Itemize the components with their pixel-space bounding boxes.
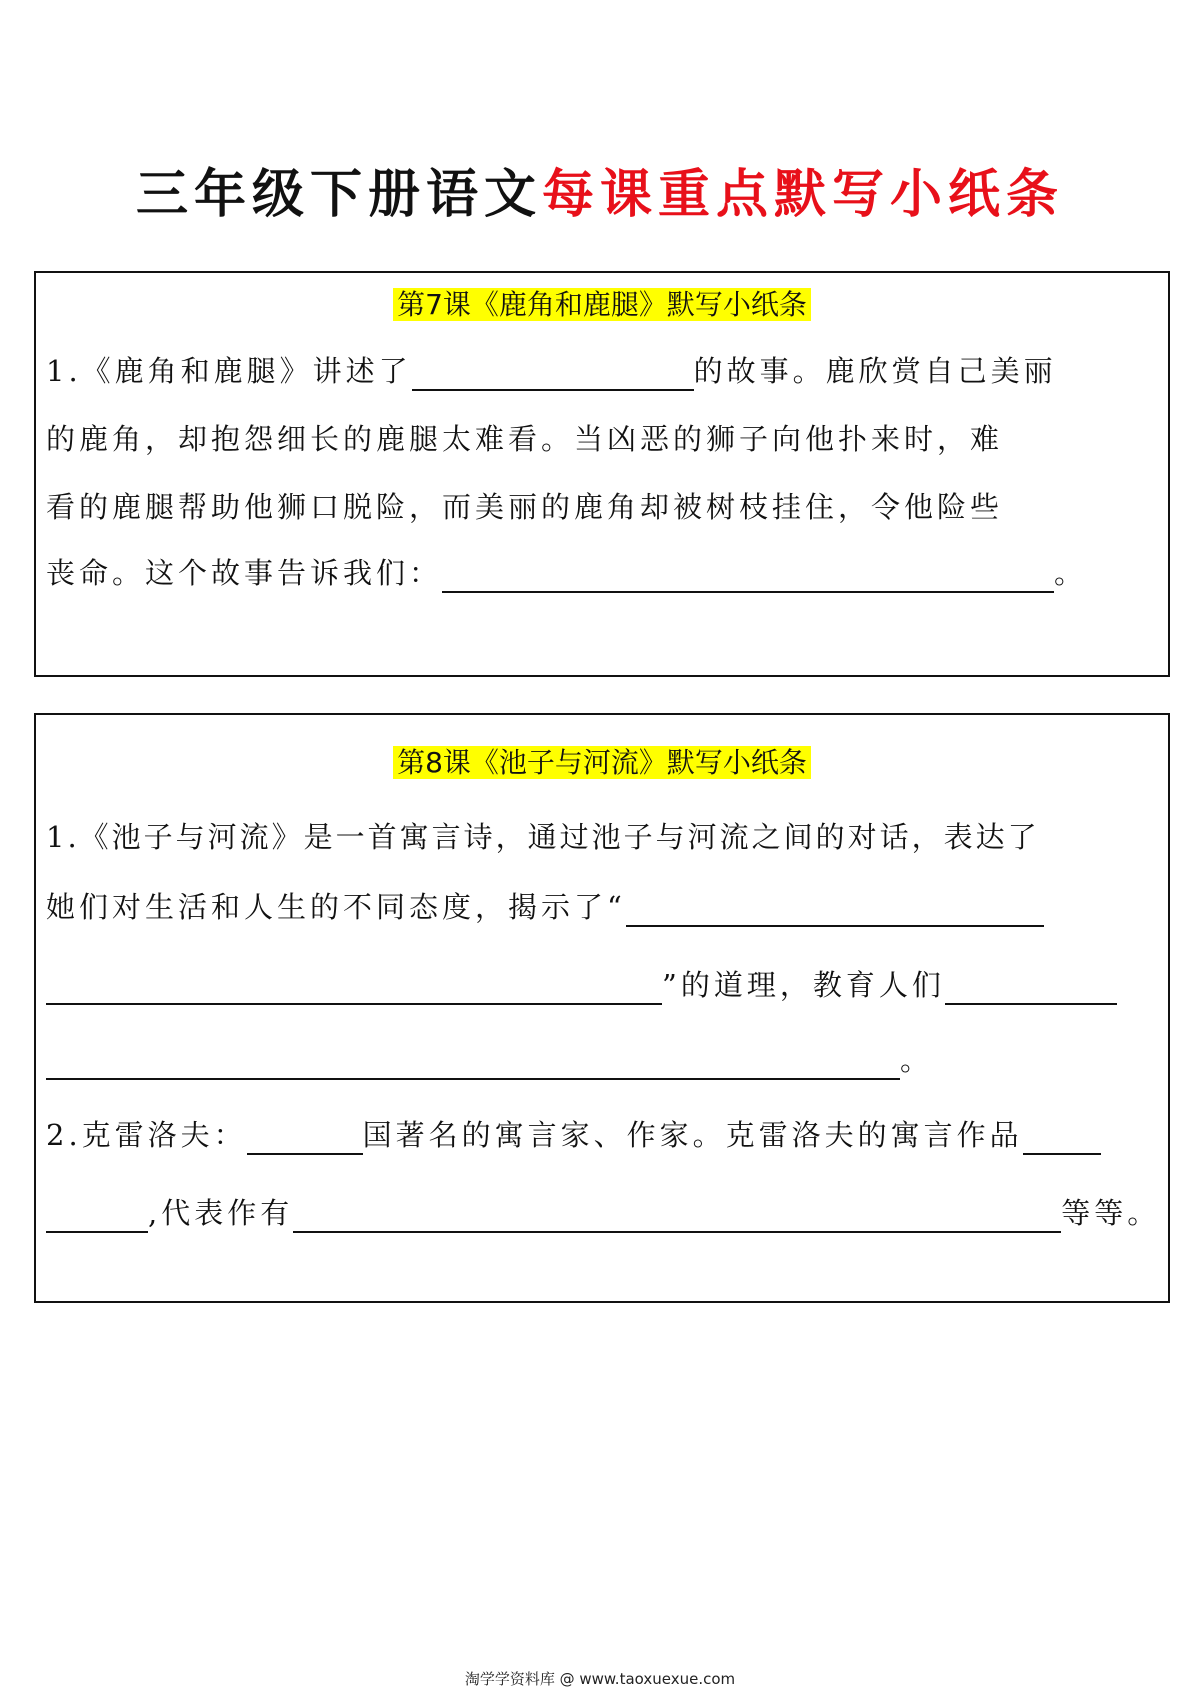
card2-line-6: ,代表作有 等等。 — [46, 1193, 1160, 1233]
blank-field[interactable] — [46, 1048, 900, 1080]
card2-line-4: 。 — [46, 1040, 933, 1080]
lesson-7-heading: 第7课《鹿角和鹿腿》默写小纸条 — [36, 283, 1168, 323]
card2-line-1: 1.《池子与河流》是一首寓言诗，通过池子与河流之间的对话，表达了 — [46, 820, 1040, 854]
card1-line-4: 丧命。这个故事告诉我们： 。 — [46, 553, 1087, 593]
blank-field[interactable] — [442, 561, 1054, 593]
title-black: 三年级下册语文 — [135, 165, 542, 225]
card1-line-2: 的鹿角，却抱怨细长的鹿腿太难看。当凶恶的狮子向他扑来时，难 — [46, 422, 1004, 456]
card1-line-1: 1.《鹿角和鹿腿》讲述了 的故事。鹿欣赏自己美丽 — [46, 351, 1057, 391]
blank-field[interactable] — [1023, 1123, 1101, 1155]
card2-line-3: ”的道理，教育人们 — [46, 965, 1117, 1005]
page-title — [0, 160, 1200, 230]
lesson-8-card — [34, 713, 1170, 1303]
card2-line-2: 她们对生活和人生的不同态度，揭示了“ — [46, 887, 1044, 927]
title-red: 每课重点默写小纸条 — [542, 165, 1065, 225]
blank-field[interactable] — [412, 359, 694, 391]
blank-field[interactable] — [46, 973, 662, 1005]
blank-field[interactable] — [46, 1201, 148, 1233]
card1-line-3: 看的鹿腿帮助他狮口脱险，而美丽的鹿角却被树枝挂住，令他险些 — [46, 490, 1004, 524]
blank-field[interactable] — [293, 1201, 1061, 1233]
lesson-8-heading: 第8课《池子与河流》默写小纸条 — [36, 741, 1168, 781]
blank-field[interactable] — [247, 1123, 363, 1155]
lesson-7-card — [34, 271, 1170, 677]
footer-watermark: 淘学学资料库 @ www.taoxuexue.com — [464, 1670, 736, 1688]
blank-field[interactable] — [626, 895, 1044, 927]
blank-field[interactable] — [945, 973, 1117, 1005]
card2-line-5: 2.克雷洛夫： 国著名的寓言家、作家。克雷洛夫的寓言作品 — [46, 1115, 1101, 1155]
